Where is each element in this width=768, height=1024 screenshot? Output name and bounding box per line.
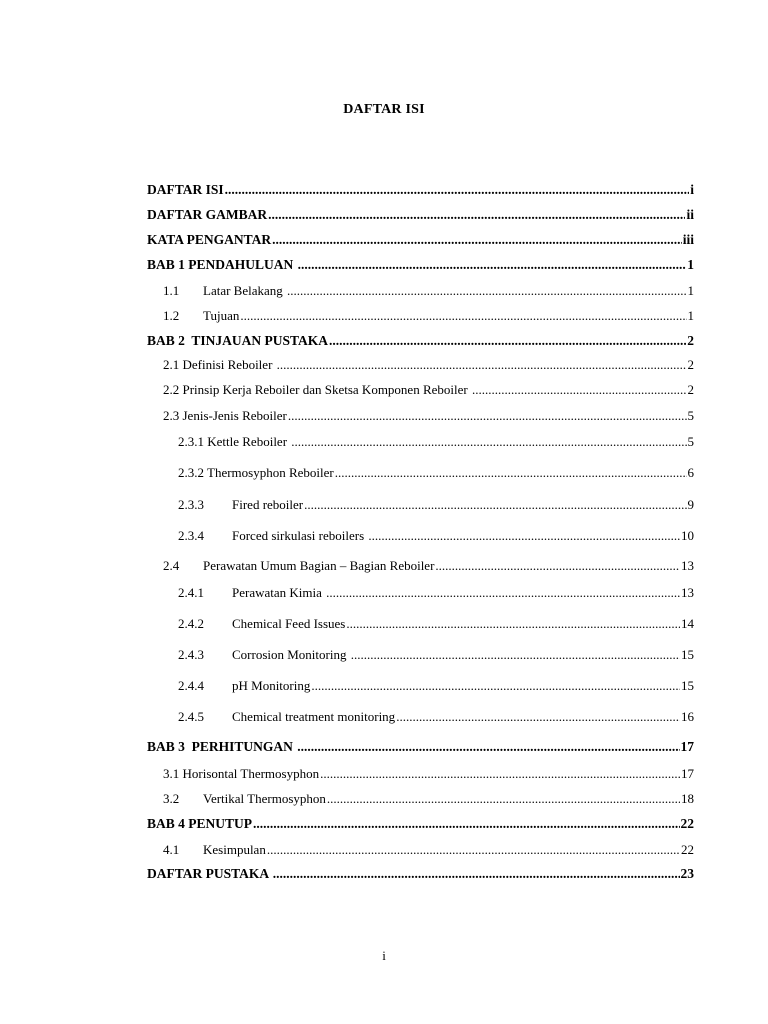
toc-entry-page: 15 [681, 678, 694, 693]
toc-entry[interactable] [163, 357, 694, 373]
toc-entry-page: 1 [687, 283, 694, 298]
toc-entry[interactable] [147, 739, 694, 755]
toc-entry-title: KATA PENGANTAR [147, 232, 272, 247]
dot-leader [320, 766, 680, 782]
dot-leader [396, 709, 680, 725]
toc-entry[interactable] [178, 497, 694, 513]
dot-leader [277, 357, 687, 373]
toc-entry-title: Chemical treatment monitoring [232, 709, 396, 724]
toc-entry-title: 2.3.2 Thermosyphon Reboiler [178, 465, 334, 480]
toc-entry-page: 9 [687, 497, 694, 512]
dot-leader [472, 382, 687, 398]
dot-leader [287, 283, 686, 299]
toc-entry-number: 2.4.3 [178, 647, 204, 662]
toc-entry-page: 14 [681, 616, 694, 631]
dot-leader [291, 434, 686, 450]
dot-leader [267, 842, 680, 858]
dot-leader [304, 497, 686, 513]
toc-entry[interactable] [163, 283, 694, 299]
toc-entry-number: 2.3.3 [178, 497, 204, 512]
toc-entry-number: 2.4.4 [178, 678, 204, 693]
toc-entry-page: ii [686, 207, 694, 222]
toc-entry-page: 17 [680, 739, 694, 754]
dot-leader [273, 866, 680, 882]
dot-leader [368, 528, 680, 544]
toc-entry-title: Fired reboiler [232, 497, 304, 512]
toc-entry[interactable] [178, 434, 694, 450]
toc-entry-page: 2 [687, 333, 694, 348]
toc-entry-title: Chemical Feed Issues [232, 616, 346, 631]
dot-leader [240, 308, 686, 324]
toc-entry-number: 2.4 [163, 558, 180, 573]
toc-entry-page: 1 [687, 257, 694, 272]
toc-entry-page: 23 [680, 866, 694, 881]
toc-entry[interactable] [147, 333, 694, 349]
toc-entry-page: 22 [681, 842, 694, 857]
toc-entry[interactable] [147, 232, 694, 248]
toc-entry-number: 3.2 [163, 791, 180, 806]
toc-entry-page: 15 [681, 647, 694, 662]
toc-entry-title: 3.1 Horisontal Thermosyphon [163, 766, 320, 781]
toc-entry-title: Perawatan Umum Bagian – Bagian Reboiler [203, 558, 435, 573]
toc-entry-page: 2 [687, 382, 694, 397]
toc-entry[interactable] [178, 647, 694, 663]
page-number: i [382, 948, 386, 963]
toc-entry-title: BAB 2 TINJAUAN PUSTAKA [147, 333, 329, 348]
toc-entry-number: 4.1 [163, 842, 180, 857]
dot-leader [329, 333, 686, 349]
toc-entry-title: 2.2 Prinsip Kerja Reboiler dan Sketsa Komponen Reboiler [163, 382, 471, 397]
toc-entry-title: BAB 4 PENUTUP [147, 816, 253, 831]
dot-leader [335, 465, 687, 481]
toc-entry-page: 1 [687, 308, 694, 323]
toc-entry-title: Corrosion Monitoring [232, 647, 350, 662]
toc-entry[interactable] [147, 866, 694, 882]
toc-entry-page: 13 [681, 558, 694, 573]
toc-entry-page: i [690, 182, 694, 197]
toc-entry[interactable] [163, 842, 694, 858]
toc-entry[interactable] [178, 616, 694, 632]
toc-entry-title: Vertikal Thermosyphon [203, 791, 326, 806]
dot-leader [351, 647, 680, 663]
toc-entry[interactable] [147, 257, 694, 273]
toc-entry[interactable] [147, 816, 694, 832]
toc-entry[interactable] [163, 558, 694, 574]
toc-entry-title: DAFTAR GAMBAR [147, 207, 268, 222]
toc-entry-title: Tujuan [203, 308, 240, 323]
toc-entry-title: Forced sirkulasi reboilers [232, 528, 368, 543]
toc-entry-title: pH Monitoring [232, 678, 311, 693]
toc-entry-number: 2.4.2 [178, 616, 204, 631]
dot-leader [272, 232, 682, 248]
toc-entry-page: 5 [687, 408, 694, 423]
toc-entry[interactable] [147, 182, 694, 198]
toc-entry-page: 2 [687, 357, 694, 372]
toc-entry-title: 2.3 Jenis-Jenis Reboiler [163, 408, 287, 423]
toc-entry-title: DAFTAR ISI [147, 182, 224, 197]
toc-entry-number: 1.2 [163, 308, 180, 323]
dot-leader [326, 585, 680, 601]
dot-leader [268, 207, 685, 223]
toc-entry-title: BAB 3 PERHITUNGAN [147, 739, 297, 754]
toc-entry-page: 6 [687, 465, 694, 480]
toc-entry-page: 10 [681, 528, 694, 543]
dot-leader [288, 408, 687, 424]
toc-entry[interactable] [163, 791, 694, 807]
toc-entry-page: 5 [687, 434, 694, 449]
toc-entry-page: 16 [681, 709, 694, 724]
toc-entry-title: BAB 1 PENDAHULUAN [147, 257, 297, 272]
toc-entry-title: Perawatan Kimia [232, 585, 326, 600]
toc-entry-title: 2.3.1 Kettle Reboiler [178, 434, 291, 449]
dot-leader [435, 558, 680, 574]
toc-entry-number: 2.3.4 [178, 528, 204, 543]
toc-entry[interactable] [163, 408, 694, 424]
toc-entry[interactable] [147, 207, 694, 223]
dot-leader [346, 616, 680, 632]
toc-entry[interactable] [178, 709, 694, 725]
toc-entry-title: Kesimpulan [203, 842, 266, 857]
toc-entry-page: iii [682, 232, 694, 247]
dot-leader [225, 182, 690, 198]
toc-entry-title: 2.1 Definisi Reboiler [163, 357, 276, 372]
toc-entry[interactable] [178, 678, 694, 694]
toc-entry-title: Latar Belakang [203, 283, 287, 298]
toc-entry-page: 13 [681, 585, 694, 600]
toc-entry-page: 17 [681, 766, 694, 781]
toc-entry-number: 2.4.1 [178, 585, 204, 600]
toc-entry-title: DAFTAR PUSTAKA [147, 866, 272, 881]
toc-entry[interactable] [163, 766, 694, 782]
toc-entry-page: 22 [680, 816, 694, 831]
page-title: DAFTAR ISI [343, 102, 425, 117]
toc-entry-page: 18 [681, 791, 694, 806]
toc-entry[interactable] [163, 382, 694, 398]
dot-leader [253, 816, 679, 832]
toc-entry[interactable] [178, 465, 694, 481]
toc-entry-number: 2.4.5 [178, 709, 204, 724]
toc-entry-number: 1.1 [163, 283, 180, 298]
dot-leader [298, 257, 687, 273]
toc-entry[interactable] [178, 585, 694, 601]
dot-leader [297, 739, 679, 755]
toc-entry[interactable] [163, 308, 694, 324]
toc-entry[interactable] [178, 528, 694, 544]
dot-leader [327, 791, 680, 807]
dot-leader [311, 678, 680, 694]
